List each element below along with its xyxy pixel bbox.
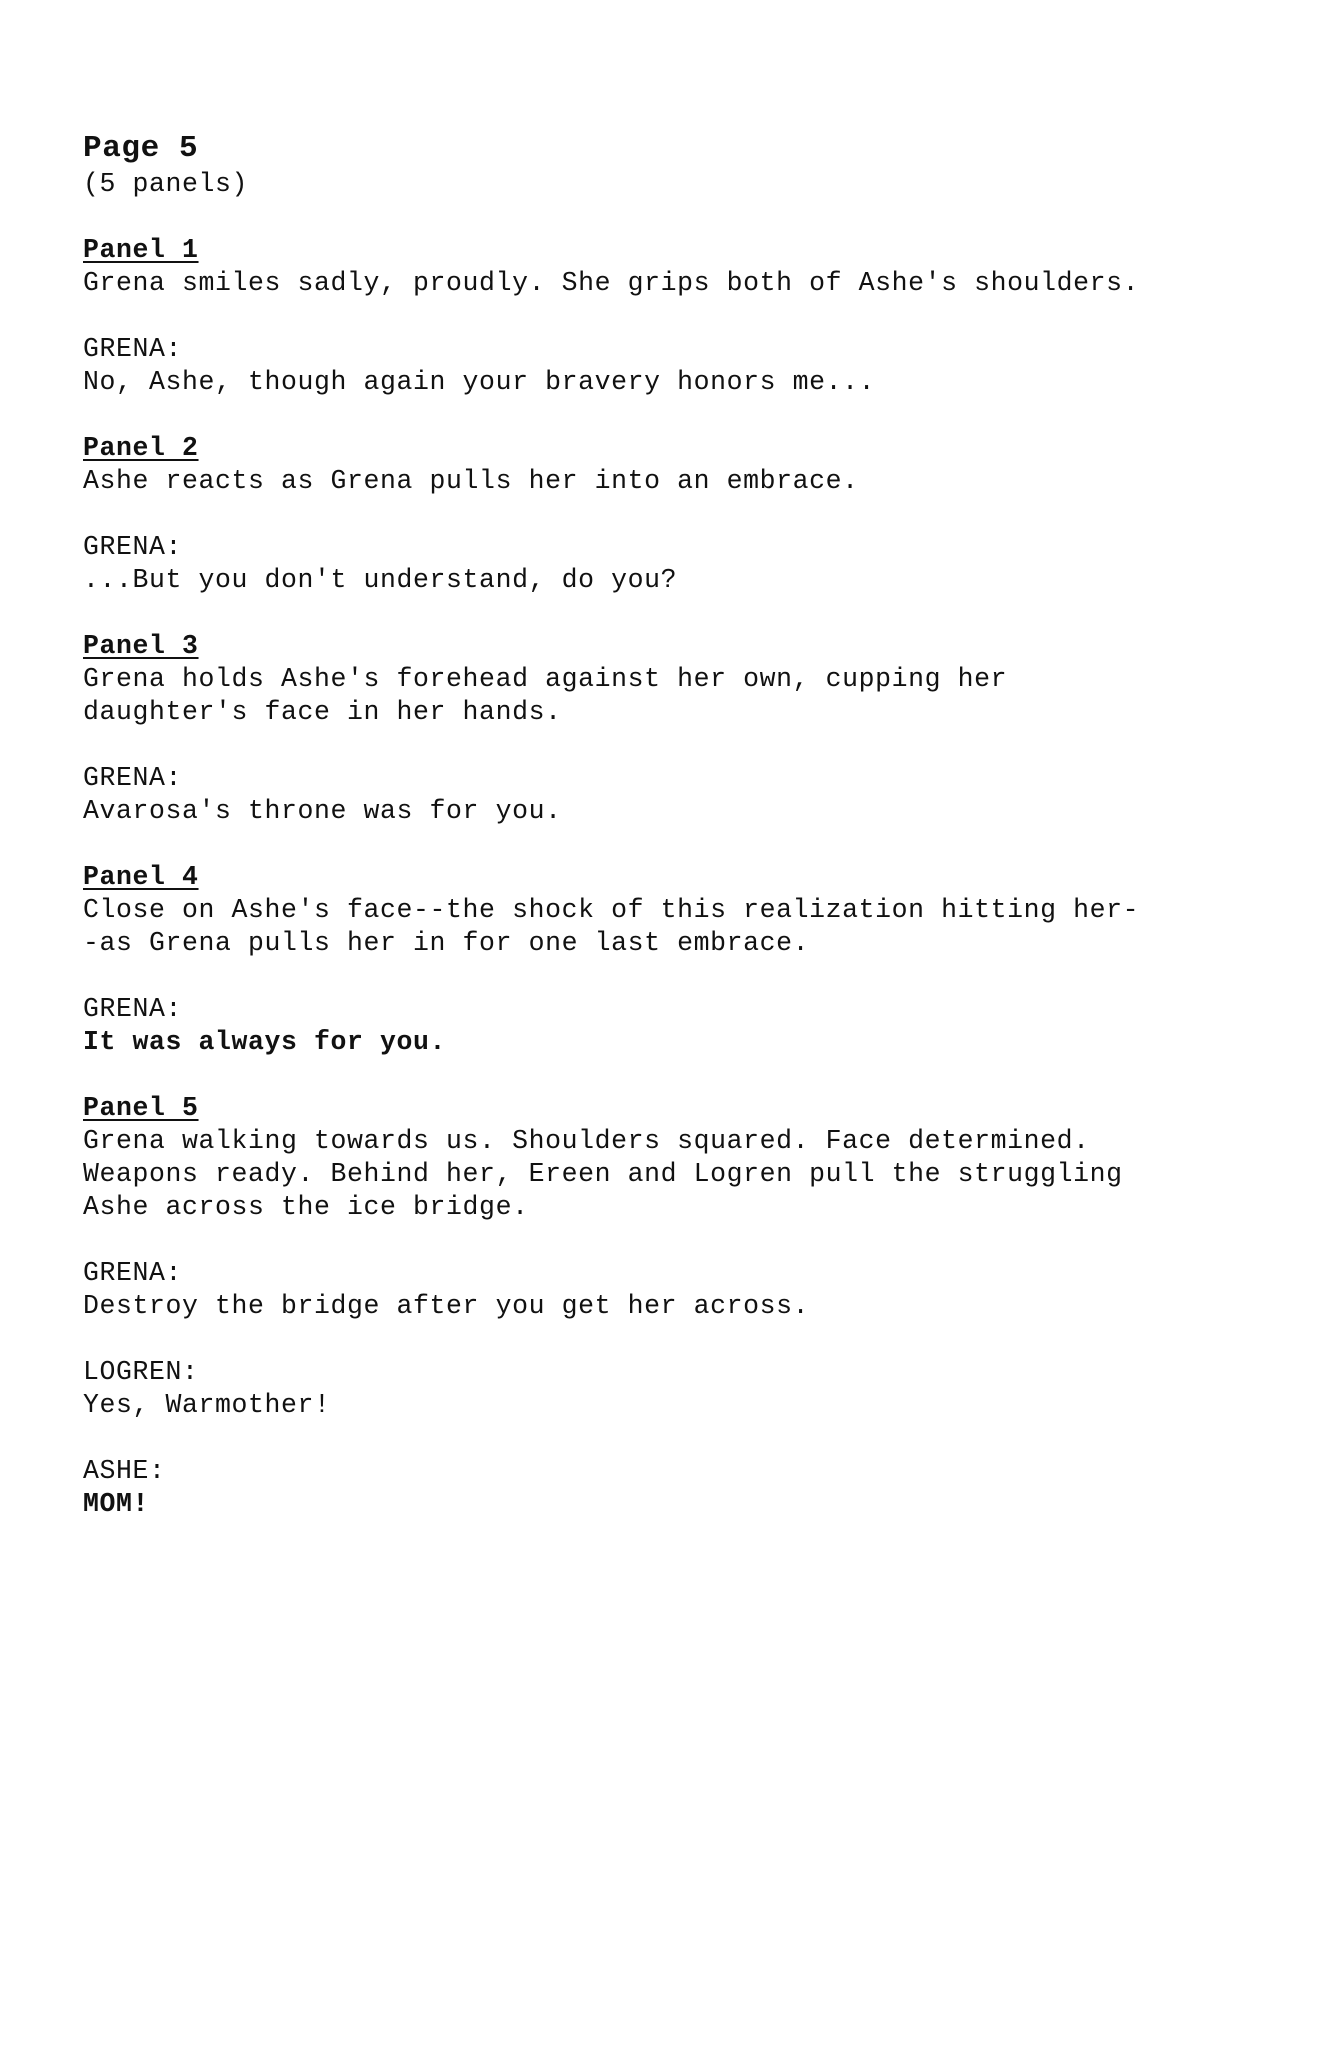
dialogue-block <box>83 333 1283 399</box>
panel-description: Ashe reacts as Grena pulls her into an embrace. <box>83 466 859 496</box>
panel-2 <box>83 432 1283 498</box>
dialogue-block <box>83 531 1283 597</box>
dialogue-line: Destroy the bridge after you get her across. <box>83 1291 810 1321</box>
panel-description: Grena walking towards us. Shoulders squared. Face determined. Weapons ready. Behind her, Ereen and Logren pull the struggling Ashe across the ice bridge. <box>83 1126 1123 1222</box>
panel-3 <box>83 630 1283 729</box>
speaker-name: GRENA: <box>83 1258 183 1288</box>
dialogue-line: ...But you don't understand, do you? <box>83 565 678 595</box>
panel-description: Grena smiles sadly, proudly. She grips both of Ashe's shoulders. <box>83 268 1140 298</box>
dialogue-block <box>83 993 1283 1059</box>
speaker-name: GRENA: <box>83 763 183 793</box>
dialogue-block <box>83 762 1283 828</box>
panel-count: (5 panels) <box>83 169 249 199</box>
panel-description: Grena holds Ashe's forehead against her own, cupping her daughter's face in her hands. <box>83 664 1008 727</box>
page-title: Page 5 <box>83 131 199 166</box>
panel-label: Panel 4 <box>83 862 199 892</box>
dialogue-line: No, Ashe, though again your bravery honors me... <box>83 367 876 397</box>
panel-4 <box>83 861 1283 960</box>
panel-label: Panel 3 <box>83 631 199 661</box>
speaker-name: LOGREN: <box>83 1357 199 1387</box>
speaker-name: ASHE: <box>83 1456 166 1486</box>
speaker-name: GRENA: <box>83 532 183 562</box>
panel-1 <box>83 234 1283 300</box>
panel-5 <box>83 1092 1283 1224</box>
panel-label: Panel 2 <box>83 433 199 463</box>
dialogue-line: Yes, Warmother! <box>83 1390 331 1420</box>
dialogue-line: It was always for you. <box>83 1027 447 1057</box>
panel-label: Panel 5 <box>83 1093 199 1123</box>
panel-label: Panel 1 <box>83 235 199 265</box>
panel-description: Close on Ashe's face--the shock of this realization hitting her- -as Grena pulls her in for one last embrace. <box>83 895 1140 958</box>
dialogue-line: Avarosa's throne was for you. <box>83 796 562 826</box>
speaker-name: GRENA: <box>83 334 183 364</box>
dialogue-line: MOM! <box>83 1489 150 1519</box>
dialogue-block <box>83 1257 1283 1323</box>
dialogue-block <box>83 1455 1283 1521</box>
dialogue-block <box>83 1356 1283 1422</box>
speaker-name: GRENA: <box>83 994 183 1024</box>
script-page <box>83 130 1283 1554</box>
